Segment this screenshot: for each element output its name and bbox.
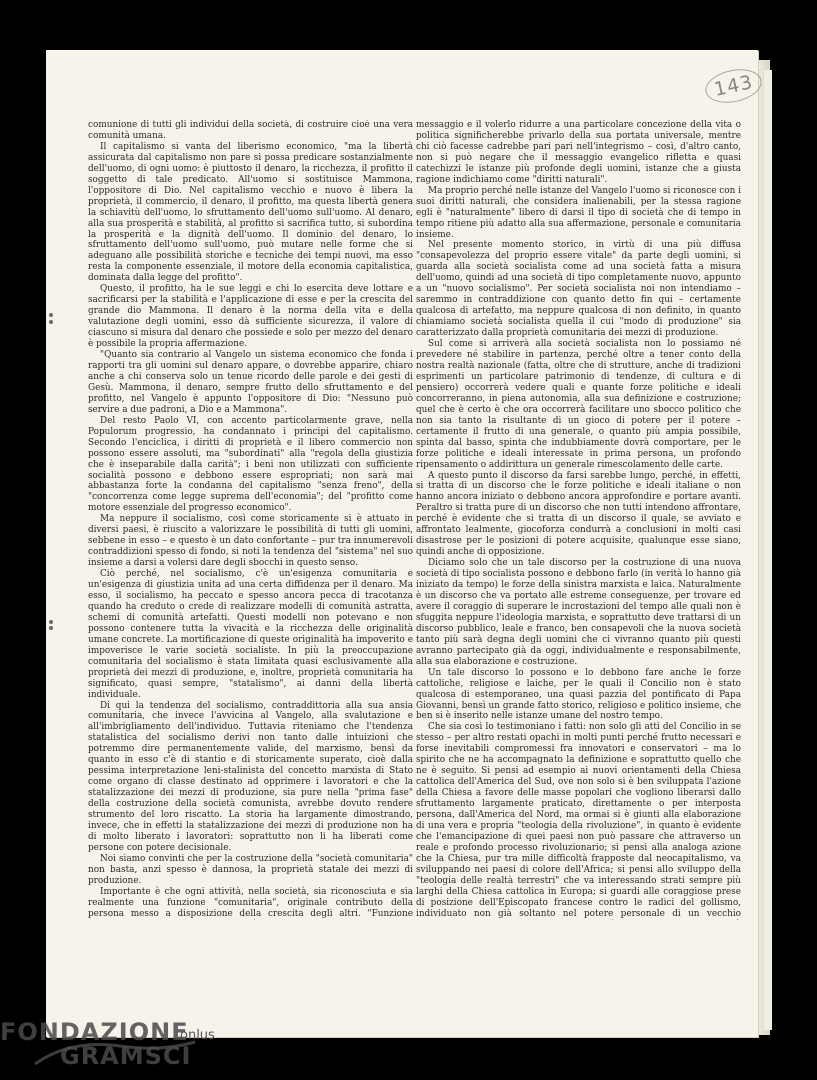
watermark-suffix: onlus	[180, 1028, 215, 1043]
paragraph: Importante è che ogni attività, nella società, sia riconosciuta e sia realmente una funzione "comunitaria", originale contributo della persona messo a disposizione della crescita degli altri. "Funzione	[88, 886, 413, 919]
binding-hole	[49, 620, 53, 624]
paragraph: Ma proprio perché nelle istanze del Vangelo l'uomo si riconosce con i suoi diritti naturali, che considera inalienabili, per la stessa ragione egli è "naturalmente" libero di darsi il tipo di società che di tempo in tempo ritiene più adatto alla sua affermazione, personale e comunitaria insieme.	[416, 185, 741, 240]
text-column-left	[88, 120, 413, 920]
paragraph: Un tale discorso lo possono e lo debbono fare anche le forze cattoliche, religiose e laiche, per le quali il Concilio non è stato qualcosa di estemporaneo, una quasi pazzia del pontificato di Papa Giovanni, bensì un grande fatto storico, religioso e politico insieme, che ben si è inserito nelle istanze umane del nostro tempo.	[416, 667, 741, 722]
binding-hole	[49, 626, 53, 630]
binding-hole	[49, 320, 53, 324]
paragraph: Nel presente momento storico, in virtù di una più diffusa "consapevolezza del proprio essere vitale" da parte degli uomini, si guarda alla società socialista come ad una società fatta a misura dell'uomo, quindi ad una società di tipo completamente nuovo, appunto a un "nuovo socialismo". Per società socialista noi non intendiamo – saremmo in contraddizione con quanto detto fin qui – certamente qualcosa di artefatto, ma neppure qualcosa di non definito, in quanto chiamiamo società socialista quella il cui "modo di produzione" sia caratterizzato dalla proprietà comunitaria dei mezzi di produzione.	[416, 240, 741, 339]
handwritten-page-number: 143	[702, 64, 765, 107]
paragraph: Che sia così lo testimoniano i fatti: non solo gli atti del Concilio in se stesso – per altro restati opachi in molti punti perché frutto necessari e forse inevitabili compromessi fra innovatori e conservatori – ma lo spirito che ne ha accompagnato la definizione e soprattutto quello che ne è seguito. Si pensi ad esempio ai nuovi orientamenti della Chiesa cattolica dell'America del Sud, ove non solo si è ben sviluppata l'azione della Chiesa a favore delle masse popolari che vogliono liberarsi dallo sfruttamento largamente praticato, direttamente o per interposta persona, dall'America del Nord, ma ormai si è giunti alla elaborazione di una vera e propria "teologia della rivoluzione", in quanto è evidente che l'emancipazione di quei paesi non può passare che attraverso un reale e profondo processo rivoluzionario; si pensi alla analoga azione che la Chiesa, pur tra mille difficoltà frapposte dal neocapitalismo, va sviluppando nei paesi di colore dell'Africa; si pensi allo sviluppo della "teologia delle realtà terrestri" che va interessando strati sempre più larghi della Chiesa cattolica in Europa; si guardi alle coraggiose prese di posizione dell'Episcopato francese contro le radici del gollismo, individuato non già soltanto nel potere personale di un vecchio	[416, 722, 741, 919]
watermark-logo	[0, 1018, 191, 1070]
paragraph: Diciamo solo che un tale discorso per la costruzione di una nuova società di tipo socialista possono e debbono farlo (in verità lo hanno già iniziato da tempo) le forze della sinistra marxista e laica. Naturalmente è un discorso che va portato alle estreme conseguenze, per trovare ed avere il coraggio di superare le incrostazioni del tempo alle quali non è sfuggita neppure l'ideologia marxista, e soprattutto deve trattarsi di un discorso pubblico, leale e franco, ben consapevoli che la nuova società tanto più sarà degna degli uomini che ci vivranno quanto più questi avranno partecipato già da oggi, individualmente e responsabilmente, alla sua elaborazione e costruzione.	[416, 558, 741, 667]
paragraph: Di qui la tendenza del socialismo, contraddittoria alla sua ansia comunitaria, che invece l'avvicina al Vangelo, alla svalutazione e all'imbrigliamento dell'individuo. Tuttavia riteniamo che l'tendenza statalistica del socialismo derivi non tanto dalle intuizioni che potremmo dire permanentemente valide, del marxismo, bensì da quanto in esso c'è di stantio e di storicamente superato, cioè dalla pessima interpretazione leni-stalinista del concetto marxista di Stato come organo di classe destinato ad opprimere i lavoratori e che la statalizzazione dei mezzi di produzione, sia pure nella "prima fase" della costruzione della società comunista, avrebbe dovuto rendere strumento del loro riscatto. La storia ha largamente dimostrando, invece, che in effetti la statalizzazione dei mezzi di produzione non ha di molto liberato i lavoratori: soprattutto non li ha liberati come persone con potere decisionale.	[88, 700, 413, 853]
paragraph: A questo punto il discorso da farsi sarebbe lungo, perché, in effetti, si tratta di un discorso che le forze politiche e ideali italiane o non hanno ancora iniziato o debbono ancora approfondire e portare avanti. Peraltro si tratta pure di un discorso che non tutti intendono affrontare, perché è evidente che si tratta di un discorso il quale, se avviato e affrontato lealmente, giocoforza condurrà a conclusioni in molti casi disastrose per le posizioni di potere acquisite, qualunque esse siano, quindi anche di opposizione.	[416, 470, 741, 558]
paragraph: Sul come si arriverà alla società socialista non lo possiamo né prevedere né stabilire in partenza, perché oltre a tener conto della nostra realtà nazionale (fatta, oltre che di strutture, anche di tradizioni esprimenti un particolare patrimonio di tendenze, di cultura e di pensiero) occorrerà vedere quali e quante forze politiche e ideali concorreranno, in piena autonomia, alla sua definizione e costruzione; quel che è certo è che ora occorrerà facilitare uno sbocco politico che non sia tanto la risultante di un gioco di potere per il potere – certamente il frutto di una generale, o quanto più ampia possibile, spinta dal basso, spinta che indubbiamente dovrà comportare, per le forze politiche e ideali interessate in prima persona, un profondo ripensamento o addirittura un generale rimescolamento delle carte.	[416, 339, 741, 470]
paragraph: Il capitalismo si vanta del liberismo economico, "ma la libertà assicurata dal capitalismo non pare si possa predicare sostanzialmente dell'uomo, di ogni uomo: è piuttosto il denaro, la ricchezza, il profitto il soggetto di tale predicato. All'uomo si sostituisce Mammona, l'oppositore di Dio. Nel capitalismo vecchio e nuovo è libera la proprietà, il commercio, il denaro, il profitto, ma questa libertà genera la schiavitù dell'uomo, lo sfruttamento dell'uomo sull'uomo. Al denaro, alla sua prosperità e stabilità, al profitto si sacrifica tutto, si subordina la prosperità e la dignità dell'uomo. Il dominio del denaro, lo sfruttamento dell'uomo sull'uomo, può mutare nelle forme che si adeguano alle possibilità storiche e tecniche dei tempi nuovi, ma esso resta la componente essenziale, il motore della economia capitalistica, dominata dalla legge del profitto".	[88, 141, 413, 284]
paragraph: Ma neppure il socialismo, così come storicamente si è attuato in diversi paesi, è riuscito a valorizzare le possibilità di tutti gli uomini, sebbene in esso – e questo è un dato confortante – pur tra innumerevoli contraddizioni spesso di fondo, si noti la tendenza del "sistema" nel suo insieme a darsi a volersi dare degli sbocchi in questo senso.	[88, 514, 413, 569]
watermark-line1: FONDAZIONE	[0, 1018, 189, 1046]
text-column-right	[416, 120, 741, 920]
paragraph: comunione di tutti gli individui della società, di costruire cioè una vera comunità umana.	[88, 120, 413, 141]
paragraph: Ciò perché, nel socialismo, c'è un'esigenza comunitaria e un'esigenza di giustizia unita ad una certa diffidenza per il denaro. Ma esso, il socialismo, ha peccato e spesso ancora pecca di tracotanza quando ha creduto o crede di realizzare modelli di comunità astratta, schemi di comunità artefatti. Questi modelli non potevano e non possono contenere tutta la vivacità e la ricchezza delle originalità umane concrete. La mortificazione di queste originalità ha impoverito e impoverisce le varie società socialiste. In più la preoccupazione comunitaria del socialismo è stata limitata quasi esclusivamente alla proprietà dei mezzi di produzione, e, inoltre, proprietà comunitaria ha significato, quasi sempre, "statalismo", ai danni della libertà individuale.	[88, 569, 413, 700]
paragraph: Questo, il profitto, ha le sue leggi e chi lo esercita deve lottare e sacrificarsi per la stabilità e l'applicazione di esse e per la crescita del grande dio Mammona. Il denaro è la norma della vita e della valutazione degli uomini, esso dà sufficiente sicurezza, il valore di ciascuno si misura dal denaro che possiede e solo per mezzo del denaro è possibile la propria affermazione.	[88, 284, 413, 350]
binding-hole	[49, 313, 53, 317]
paragraph: Noi siamo convinti che per la costruzione della "società comunitaria" non basta, anzi spesso è dannosa, la proprietà statale dei mezzi di produzione.	[88, 853, 413, 886]
watermark-line2: GRAMSCI	[60, 1042, 192, 1070]
page-stack-edge-inner	[764, 70, 772, 1030]
paragraph: Del resto Paolo VI, con accento particolarmente grave, nella Populorum progressio, ha condannato i principi del capitalismo. Secondo l'enciclica, i diritti di proprietà e il libero commercio non possono essere assoluti, ma "subordinati" alla "regola della giustizia che è inseparabile dalla carità"; i beni non utilizzati con sufficiente socialità possono e debbono essere espropriati; non sarà mai abbastanza forte la condanna del capitalismo "senza freno", della "concorrenza come legge suprema dell'economia"; del "profitto come motore essenziale del progresso economico".	[88, 415, 413, 514]
paragraph: messaggio e il volerlo ridurre a una particolare concezione della vita o politica significherebbe privarlo della sua portata universale, mentre chi ciò facesse cadrebbe pari pari nell'integrismo – così, d'altro canto, non si può negare che il messaggio evangelico rifletta e quasi catechizzi le istanze più profonde degli uomini, istanze che a giusta ragione indichiamo come "diritti naturali".	[416, 120, 741, 185]
paragraph: "Quanto sia contrario al Vangelo un sistema economico che fonda i rapporti tra gli uomini sul denaro appare, o dovrebbe apparire, chiaro anche a chi conserva solo un tenue ricordo delle parole e dei gesti di Gesù. Mammona, il denaro, sempre frutto dello sfruttamento e del profitto, nel Vangelo è appunto l'oppositore di Dio: "Nessuno può servire a due padroni, a Dio e a Mammona".	[88, 350, 413, 415]
